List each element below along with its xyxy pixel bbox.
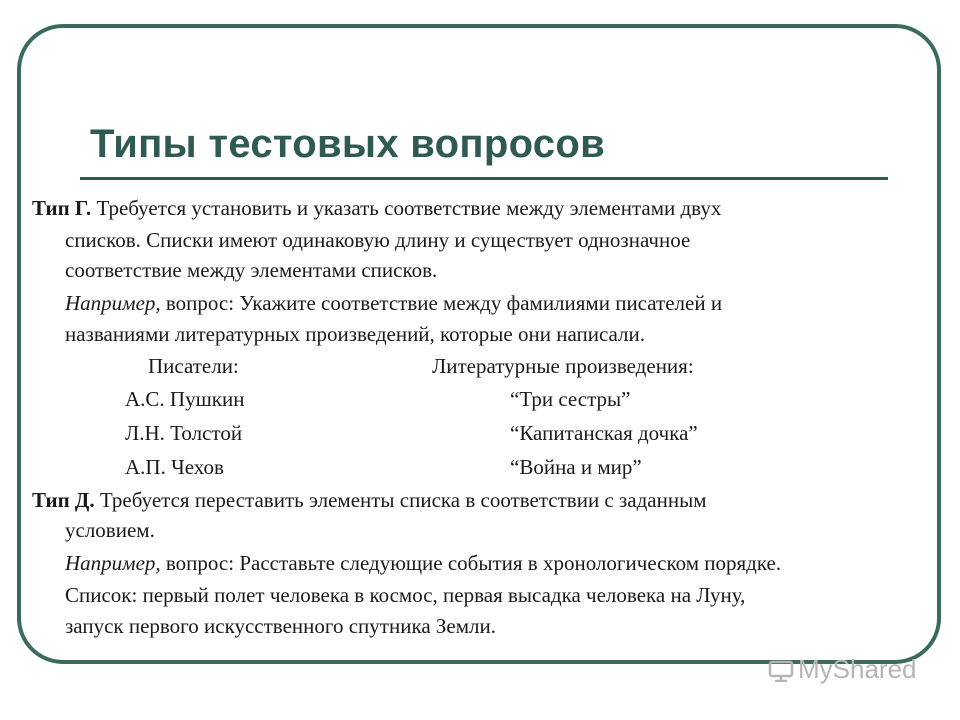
watermark-text: MyShared [798,654,917,684]
type-g-example-text-1: вопрос: Укажите соответствие между фамилиями писателей и [160,291,723,315]
type-d-line-1 [32,485,707,515]
writer-item: Л.Н. Толстой [125,421,243,445]
type-d-label: Тип Д. [32,488,95,512]
type-d-example-line-3: запуск первого искусственного спутника Земли. [65,614,497,638]
type-d-line-2: условием. [65,518,155,542]
presentation-icon [768,660,794,682]
type-g-text-1: Требуется установить и указать соответствие между элементами двух [91,196,722,220]
work-item: “Три сестры” [510,387,631,411]
type-d-text-1: Требуется переставить элементы списка в соответствии с заданным [94,488,707,512]
type-d-example-word: Например, [65,551,161,575]
title-underline [80,177,888,180]
watermark [768,654,917,685]
type-d-example-text-1: вопрос: Расставьте следующие события в хронологическом порядке. [160,551,782,575]
type-g-example-line-2: названиями литературных произведений, которые они написали. [65,322,646,346]
writer-item: А.П. Чехов [125,455,224,479]
writers-header: Писатели: [148,354,239,378]
works-header: Литературные произведения: [432,354,694,378]
type-g-example-line-1 [65,288,722,318]
type-g-label: Тип Г. [32,196,92,220]
type-g-line-1 [32,193,721,223]
writer-item: А.С. Пушкин [125,387,245,411]
type-g-line-3: соответствие между элементами списков. [65,258,438,282]
type-g-example-word: Например, [65,291,161,315]
slide-title: Типы тестовых вопросов [90,122,605,166]
work-item: “Капитанская дочка” [510,421,698,445]
type-g-line-2: списков. Списки имеют одинаковую длину и существует однозначное [65,228,691,252]
work-item: “Война и мир” [510,455,642,479]
type-d-example-line-1 [65,548,781,578]
type-d-example-line-2: Список: первый полет человека в космос, первая высадка человека на Луну, [65,583,746,607]
